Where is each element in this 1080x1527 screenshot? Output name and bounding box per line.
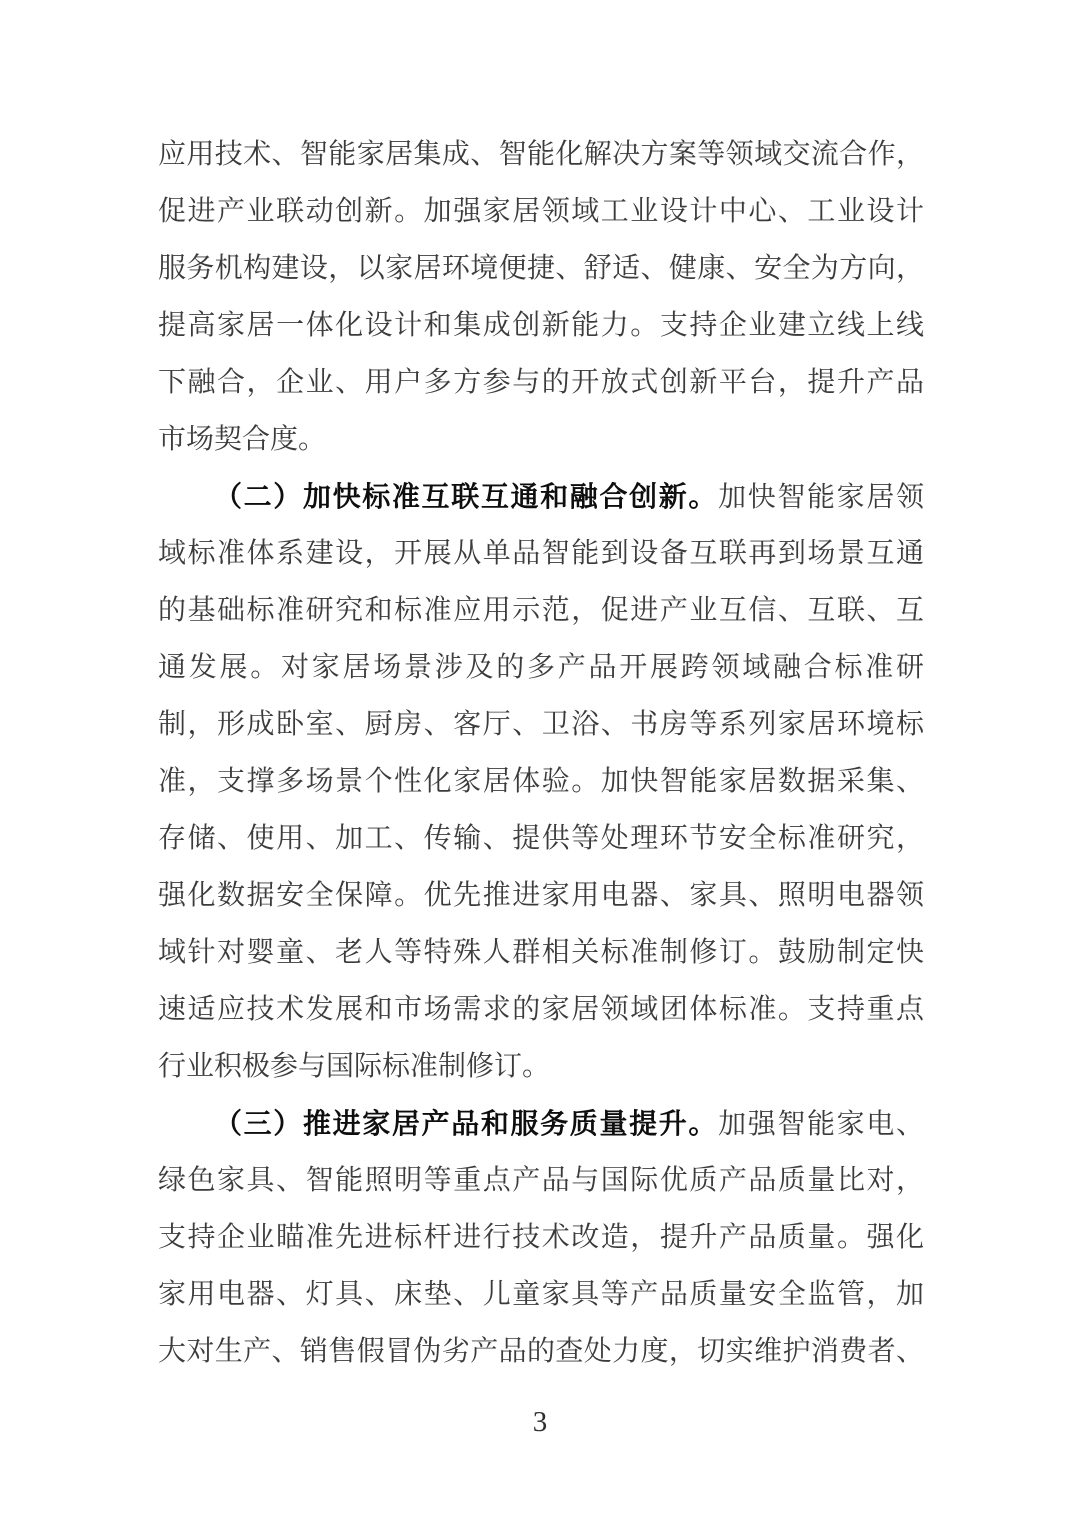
section-heading-3-label: （三）推进家居产品和服务质量提升。 bbox=[214, 1108, 719, 1139]
text-line: 市场契合度。 bbox=[158, 424, 327, 455]
text-line: 家用电器、灯具、床垫、儿童家具等产品质量安全监管，加 bbox=[158, 1279, 924, 1310]
text-line: 域标准体系建设，开展从单品智能到设备互联再到场景互通 bbox=[158, 538, 924, 569]
text-line: 服务机构建设，以家居环境便捷、舒适、健康、安全为方向， bbox=[158, 253, 924, 284]
text-line: 应用技术、智能家居集成、智能化解决方案等领域交流合作， bbox=[158, 139, 924, 170]
text-line bbox=[158, 468, 924, 525]
document-body bbox=[158, 126, 924, 1380]
text-line: 的基础标准研究和标准应用示范，促进产业互信、互联、互 bbox=[158, 595, 924, 626]
text-line: 促进产业联动创新。加强家居领域工业设计中心、工业设计 bbox=[158, 196, 924, 227]
text-line: 强化数据安全保障。优先推进家用电器、家具、照明电器领 bbox=[158, 880, 924, 911]
text-line: 行业积极参与国际标准制修订。 bbox=[158, 1051, 551, 1082]
text-line: 提高家居一体化设计和集成创新能力。支持企业建立线上线 bbox=[158, 310, 924, 341]
text-line: 下融合，企业、用户多方参与的开放式创新平台，提升产品 bbox=[158, 367, 924, 398]
text-line: 支持企业瞄准先进标杆进行技术改造，提升产品质量。强化 bbox=[158, 1222, 924, 1253]
text-line: 存储、使用、加工、传输、提供等处理环节安全标准研究， bbox=[158, 823, 924, 854]
text-line: 大对生产、销售假冒伪劣产品的查处力度，切实维护消费者、 bbox=[158, 1336, 924, 1367]
text-line: 绿色家具、智能照明等重点产品与国际优质产品质量比对， bbox=[158, 1165, 924, 1196]
text-line: 准，支撑多场景个性化家居体验。加快智能家居数据采集、 bbox=[158, 766, 924, 797]
text-line bbox=[158, 1095, 924, 1152]
text-line: 通发展。对家居场景涉及的多产品开展跨领域融合标准研 bbox=[158, 652, 924, 683]
text-run: 加快智能家居领 bbox=[718, 482, 924, 513]
page-number: 3 bbox=[532, 1406, 548, 1438]
text-line: 速适应技术发展和市场需求的家居领域团体标准。支持重点 bbox=[158, 994, 924, 1025]
text-line: 域针对婴童、老人等特殊人群相关标准制修订。鼓励制定快 bbox=[158, 937, 924, 968]
text-line: 制，形成卧室、厨房、客厅、卫浴、书房等系列家居环境标 bbox=[158, 709, 924, 740]
section-heading-2-label: （二）加快标准互联互通和融合创新。 bbox=[214, 481, 719, 512]
text-run: 加强智能家电、 bbox=[718, 1109, 924, 1140]
